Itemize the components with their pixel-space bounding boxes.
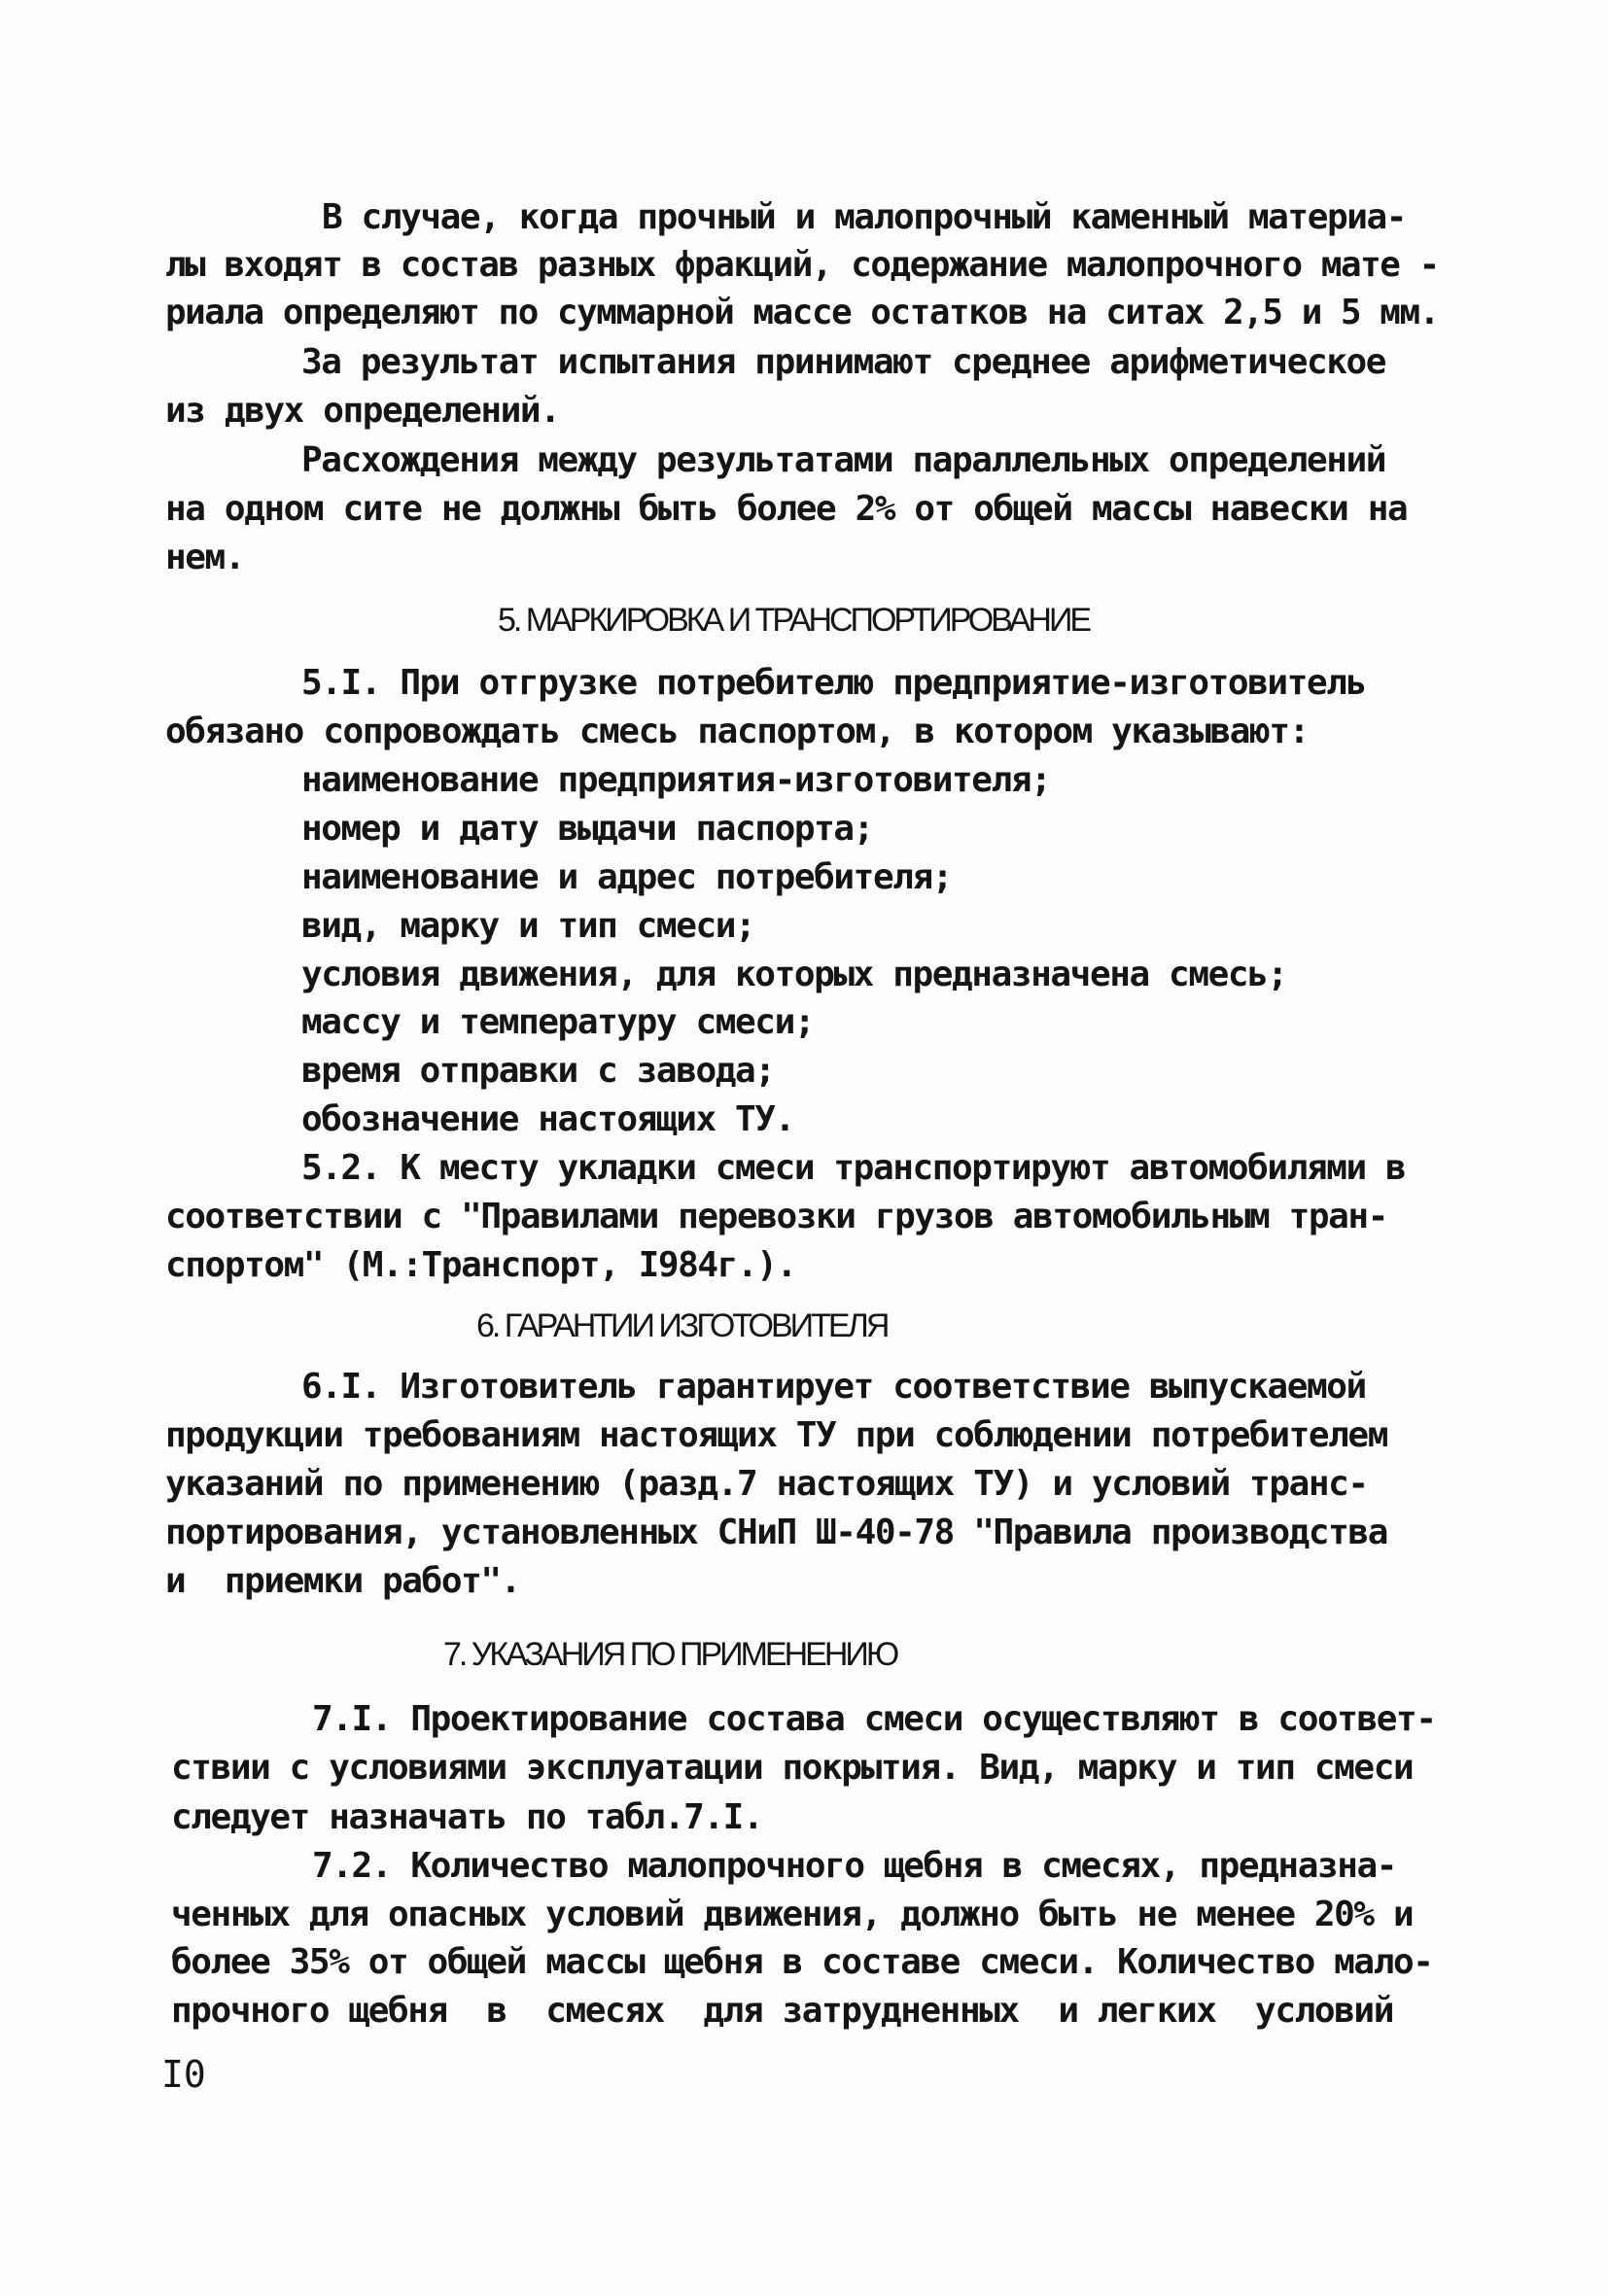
text-line: продукции требованиям настоящих ТУ при соблюдении потребителем [165,1415,1387,1455]
list-item: наименование и адрес потребителя; [301,857,953,897]
list-item: вид, марку и тип смеси; [301,906,755,946]
text-line: указаний по применению (разд.7 настоящих ТУ) и условий транс- [165,1464,1368,1504]
text-line: 7.I. Проектирование состава смеси осуществляют в соответ- [312,1699,1436,1739]
text-line: обязано сопровождать смесь паспортом, в котором указывают: [165,712,1309,751]
text-line: на одном сите не должны быть более 2% от общей массы навески на [165,489,1408,529]
text-line: 7.2. Количество малопрочного щебня в смесях, предназна- [312,1846,1397,1886]
text-line: ченных для опасных условий движения, должно быть не менее 20% и [171,1895,1414,1934]
list-item: наименование предприятия-изготовителя; [301,760,1051,800]
text-line: лы входят в состав разных фракций, содержание малопрочного мате - [165,245,1439,285]
text-line: следует назначать по табл.7.I. [171,1797,763,1837]
text-line: более 35% от общей массы щебня в составе смеси. Количество мало- [171,1942,1433,1982]
section-heading-6: 6. ГАРАНТИИ ИЗГОТОВИТЕЛЯ [476,1307,888,1344]
text-line: портирования, установленных СНиП Ш-40-78 "Правила производства [165,1513,1387,1552]
text-line: риала определяют по суммарной массе остатков на ситах 2,5 и 5 мм. [165,293,1439,332]
text-line: нем. [165,538,245,577]
text-line: 5.2. К месту укладки смеси транспортируют автомобилями в [301,1148,1406,1188]
list-item: условия движения, для которых предназначена смесь; [301,955,1287,994]
text-line: 6.I. Изготовитель гарантирует соответствие выпускаемой [301,1367,1366,1407]
text-line: соответствии с "Правилами перевозки грузов автомобильным тран- [165,1197,1387,1236]
list-item: номер и дату выдачи паспорта; [301,809,873,849]
text-line: из двух определений. [165,391,560,431]
text-line: прочного щебня в смесях для затрудненных и легких условий [171,1991,1393,2031]
list-item: массу и температуру смеси; [301,1002,815,1042]
text-line: ствии с условиями эксплуатации покрытия. Вид, марку и тип смеси [171,1748,1414,1788]
page-number: I0 [161,2053,206,2096]
text-line: За результат испытания принимают среднее арифметическое [301,342,1386,382]
list-item: время отправки с завода; [301,1051,775,1091]
text-line: спортом" (М.:Транспорт, I984г.). [165,1245,796,1285]
text-line: Расхождения между результатами параллельных определений [301,440,1386,480]
section-heading-7: 7. УКАЗАНИЯ ПО ПРИМЕНЕНИЮ [443,1636,897,1673]
text-line: и приемки работ". [165,1561,520,1601]
text-line: В случае, когда прочный и малопрочный каменный материа- [322,197,1407,237]
section-heading-5: 5. МАРКИРОВКА И ТРАНСПОРТИРОВАНИЕ [498,602,1090,639]
list-item: обозначение настоящих ТУ. [301,1099,794,1139]
text-line: 5.I. При отгрузке потребителю предприятие-изготовитель [301,663,1366,703]
